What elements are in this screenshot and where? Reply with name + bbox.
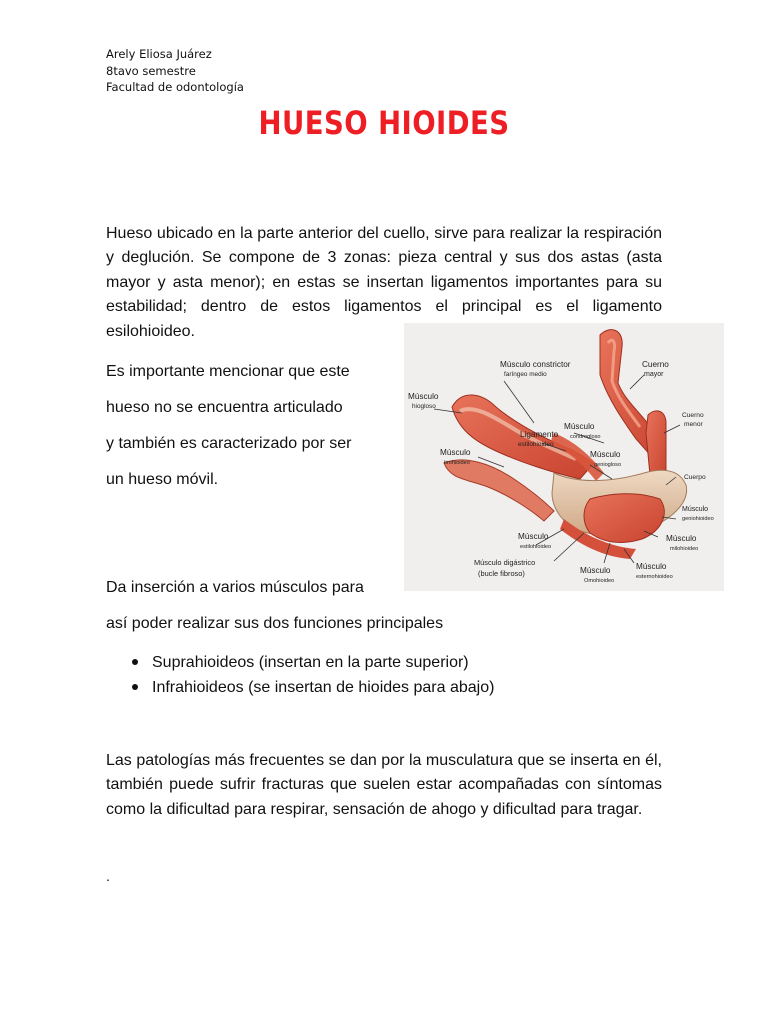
faculty: Facultad de odontología <box>106 80 244 94</box>
label-hiogloso-2: hiogloso <box>412 403 436 410</box>
intro-paragraph: Hueso ubicado en la parte anterior del cuello, sirve para realizar la respiración y deglución. Se compone de 3 zonas: pieza central y sus dos astas (asta mayor y asta menor); en estas se insertan ligamentos importantes para su estabilidad; dentro de estos ligamentos el principal es el ligamento esilohioideo. <box>106 225 662 340</box>
label-digastrico-2: (bucle fibroso) <box>478 569 525 578</box>
label-constrictor: Músculo constrictor <box>500 360 571 369</box>
label-constrictor-sub: faríngeo medio <box>504 371 547 378</box>
list-item <box>106 675 494 700</box>
label-digastrico-1: Músculo digástrico <box>474 558 536 567</box>
hyoid-illustration <box>404 323 724 591</box>
label-tirohioideo-1: Músculo <box>440 448 471 457</box>
label-estilohioideo-1: Músculo <box>518 532 549 541</box>
author-header <box>106 46 244 96</box>
side-line-3: y también es caracterizado por ser <box>106 435 352 452</box>
left-lower-arm <box>444 460 554 521</box>
label-ligamento-2: estilohioideo <box>518 441 554 448</box>
side-line-2: hueso no se encuentra articulado <box>106 399 343 416</box>
bullet-icon <box>132 684 138 690</box>
insertion-line-2: así poder realizar sus dos funciones principales <box>106 615 444 632</box>
label-geniogloso-1: Músculo <box>590 450 621 459</box>
author-name: Arely Eliosa Juárez <box>106 47 212 61</box>
label-cuerpo: Cuerpo <box>684 474 706 481</box>
label-condrogloso-1: Músculo <box>564 422 595 431</box>
label-cuerno-mayor-1: Cuerno <box>642 360 669 369</box>
label-geniohioideo-1: Músculo <box>682 506 709 513</box>
trailing-mark: . <box>106 868 110 884</box>
label-tirohioideo-2: tirohioideo <box>444 460 470 466</box>
label-milohioideo-1: Músculo <box>666 534 697 543</box>
label-esternohioideo-1: Músculo <box>636 562 667 571</box>
muscle-list <box>106 650 494 700</box>
label-cuerno-mayor-2: mayor <box>644 371 664 378</box>
label-milohioideo-2: milohioideo <box>670 546 699 552</box>
page-title: HUESO HIOIDES <box>258 104 510 142</box>
label-geniogloso-2: geniogloso <box>594 462 622 468</box>
label-estilohioideo-2: estilohioideo <box>520 544 552 550</box>
semester: 8tavo semestre <box>106 63 196 78</box>
label-hiogloso-1: Músculo <box>408 392 439 401</box>
list-item <box>106 650 494 675</box>
label-omohioideo-1: Músculo <box>580 566 611 575</box>
insertion-line-1: Da inserción a varios músculos para <box>106 579 364 596</box>
pathology-paragraph: Las patologías más frecuentes se dan por la musculatura que se inserta en él, también puede sufrir fracturas que suelen estar acompañadas con síntomas como la dificultad para respirar, sensación de ahogo y dificultad para tragar. <box>106 752 662 818</box>
side-line-4: un hueso móvil. <box>106 471 219 488</box>
label-ligamento-1: Ligamento <box>520 430 559 439</box>
side-line-1: Es importante mencionar que este <box>106 363 350 380</box>
list-item-text: Infrahioideos (se insertan de hioides para abajo) <box>152 679 495 696</box>
label-cuerno-menor-1: Cuerno <box>682 412 704 419</box>
label-condrogloso-2: condrogloso <box>570 434 601 440</box>
label-cuerno-menor-2: menor <box>684 421 703 428</box>
list-item-text: Suprahioideos (insertan en la parte superior) <box>152 654 469 671</box>
hyoid-anatomy-figure <box>404 323 724 591</box>
infrahyoid-muscles <box>584 494 664 543</box>
label-geniohioideo-2: geniohioideo <box>682 516 714 522</box>
bullet-icon <box>132 659 138 665</box>
label-esternohioideo-2: esternohioideo <box>636 574 673 580</box>
label-omohioideo-2: Omohioideo <box>584 578 615 584</box>
